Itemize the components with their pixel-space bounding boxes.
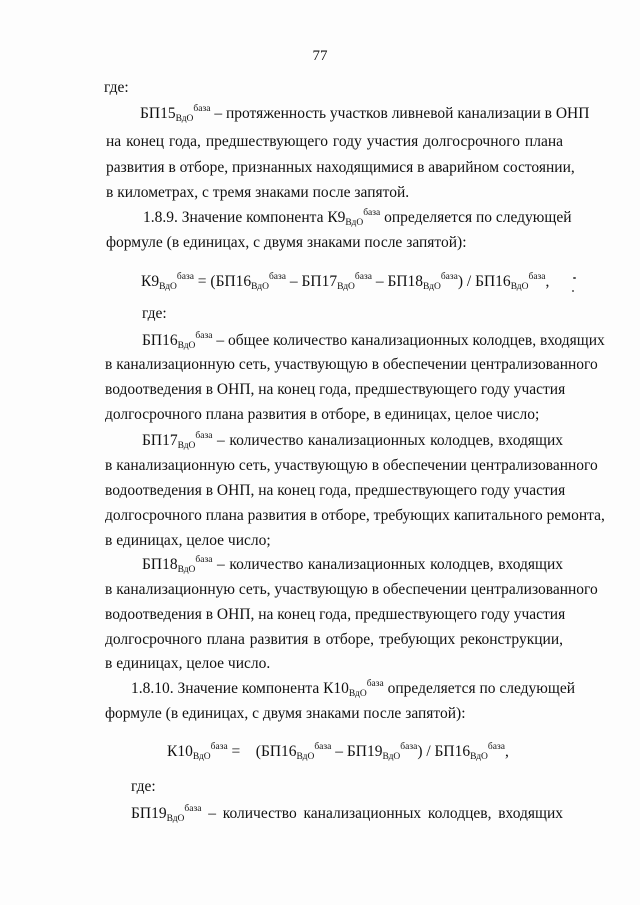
bp18-definition-line5: в единицах, целое число. (105, 655, 271, 672)
formula-k9: $К9_{ВдО}^{база} = (БП16_{ВдО}^{база} - БП17_{ВдО}^{база} - БП18_{ВдО}^{база}) / БП16_{ВдО}^{база}$, (141, 272, 550, 292)
bp17-term: $БП17_{ВдО}^{база}$ (142, 431, 213, 451)
bp17-definition-line5: в единицах, целое число; (105, 532, 271, 549)
bp18-definition-line2: в канализационную сеть, участвующую в обеспечении централизованного (105, 581, 598, 598)
bp16-definition-line3: водоотведения в ОНП, на конец года, предшествующего году участия (105, 381, 566, 398)
bp17-definition-line1: $БП17_{ВдО}^{база}$ – количество канализационных колодцев, входящих (142, 431, 564, 451)
section-1-8-10-line2: формуле (в единицах, с двумя знаками после запятой): (105, 705, 466, 722)
section-1-8-10-line1: 1.8.10. Значение компонента $К10_{ВдО}^{база}$ определяется по следующей (131, 679, 575, 699)
section-1-8-9-line1: 1.8.9. Значение компонента $К9_{ВдО}^{база}$ определяется по следующей (143, 208, 572, 228)
bp16-definition-line4: долгосрочного плана развития в отборе, в единицах, целое число; (105, 406, 540, 423)
bp15-definition-line1: $БП15_{ВдО}^{база}$ – протяженность участков ливневой канализации в ОНП (140, 104, 590, 124)
bp16-definition-line1: $БП16_{ВдО}^{база}$ – общее количество канализационных колодцев, входящих (142, 331, 605, 351)
bp17-definition-line2: в канализационную сеть, участвующую в обеспечении централизованного (105, 457, 598, 474)
bp18-definition-line3: водоотведения в ОНП, на конец года, предшествующего году участия (105, 606, 566, 623)
section-1-8-9-line2: формуле (в единицах, с двумя знаками после запятой): (106, 234, 467, 251)
bp15-definition-line2: на конец года, предшествующего году участия долгосрочного плана (106, 133, 563, 150)
bp17-definition-line3: водоотведения в ОНП, на конец года, предшествующего году участия (105, 482, 566, 499)
bp18-term: $БП18_{ВдО}^{база}$ (142, 555, 213, 575)
bp16-term: $БП16_{ВдО}^{база}$ (142, 331, 213, 351)
bp15-term: $БП15_{ВдО}^{база}$ (140, 104, 211, 124)
bp19-definition-line1: $БП19_{ВдО}^{база}$ – количество канализационных колодцев, входящих (131, 804, 564, 824)
where-label: где: (131, 778, 156, 795)
bp18-definition-line4: долгосрочного плана развития в отборе, требующих реконструкции, (105, 631, 563, 648)
formula-k10: $К10_{ВдО}^{база}$ = $(БП16_{ВдО}^{база} - БП19_{ВдО}^{база}) / БП16_{ВдО}^{база}$, (167, 742, 509, 762)
bp15-definition-line4: в километрах, с тремя знаками после запятой. (106, 184, 410, 201)
bp18-definition-line1: $БП18_{ВдО}^{база}$ – количество канализационных колодцев, входящих (142, 555, 564, 575)
bp15-definition-line3: развития в отборе, признанных находящимися в аварийном состоянии, (106, 159, 575, 176)
page-number: 77 (312, 48, 328, 64)
scan-speck (573, 277, 576, 279)
scan-speck (572, 290, 574, 292)
where-label: где: (142, 305, 167, 322)
bp19-term: $БП19_{ВдО}^{база}$ (131, 804, 202, 824)
where-label: где: (104, 79, 129, 96)
bp17-definition-line4: долгосрочного плана развития в отборе, требующих капитального ремонта, (105, 507, 605, 524)
bp16-definition-line2: в канализационную сеть, участвующую в обеспечении централизованного (105, 356, 598, 373)
